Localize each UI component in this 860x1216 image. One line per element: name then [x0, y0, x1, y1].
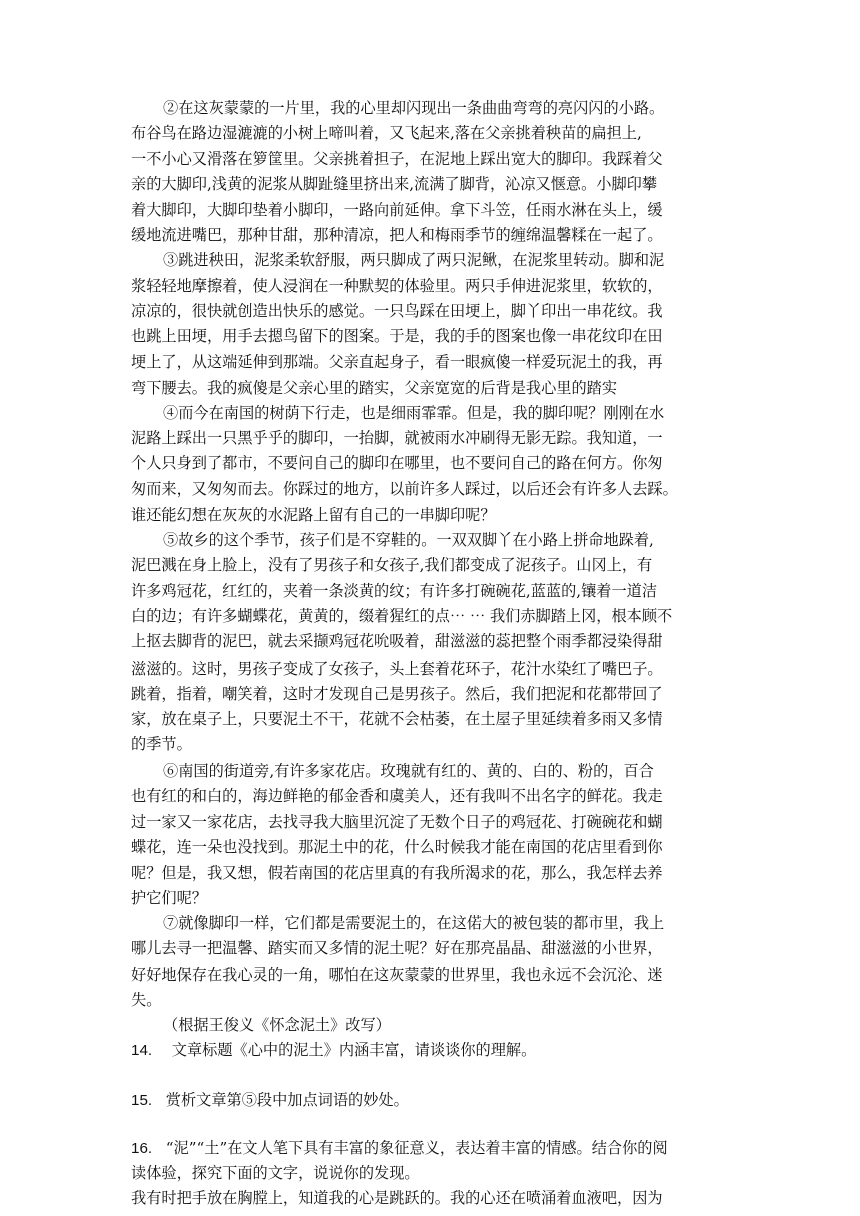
paragraph-6-line: 过一家又一家花店，去找寻我大脑里沉淀了无数个日子的鸡冠花、打碗碗花和蝴: [131, 813, 663, 831]
paragraph-5-line: 滋滋的。这时，男孩子变成了女孩子，头上套着花环子，花汁水染红了嘴巴子。: [131, 660, 663, 678]
paragraph-7-line: ⑦就像脚印一样，它们都是需要泥土的，在这偌大的被包装的都市里，我上: [163, 914, 665, 932]
paragraph-3-line: 弯下腰去。我的疯傻是父亲心里的踏实，父亲宽宽的后背是我心里的踏实: [131, 379, 617, 397]
question-16-number: 16.: [131, 1140, 153, 1157]
paragraph-5-line: 许多鸡冠花，红红的，夹着一条淡黄的纹；有许多打碗碗花,蓝蓝的,镶着一道洁: [131, 582, 658, 600]
question-16: [131, 1135, 668, 1162]
paragraph-5-line: 白的边；有许多蝴蝶花，黄黄的，缀着猩红的点⋯ ⋯ 我们赤脚踏上冈，根本顾不: [131, 607, 673, 625]
paragraph-6-line: 护它们呢？: [131, 889, 207, 907]
source-note: （根据王俊义《怀念泥土》改写）: [163, 1016, 391, 1034]
paragraph-5-line: 上抠去脚背的泥巴，就去采撷鸡冠花吮吸着，甜滋滋的蕊把整个雨季都浸染得甜: [131, 632, 663, 650]
paragraph-2-line: 一不小心又滑落在箩筐里。父亲挑着担子，在泥地上踩出宽大的脚印。我踩着父: [131, 150, 663, 168]
paragraph-4-line: ④而今在南国的树荫下行走，也是细雨霏霏。但是，我的脚印呢？刚刚在水: [163, 404, 665, 422]
paragraph-4-line: 泥路上踩出一只黑乎乎的脚印，一抬脚，就被雨水冲刷得无影无踪。我知道，一: [131, 429, 663, 447]
paragraph-7-line: 失。: [131, 991, 162, 1009]
paragraph-7-line: 哪儿去寻一把温馨、踏实而又多情的泥土呢？好在那亮晶晶、甜滋滋的小世界，: [131, 939, 663, 957]
paragraph-2-line: ②在这灰蒙蒙的一片里，我的心里却闪现出一条曲曲弯弯的亮闪闪的小路。: [163, 99, 665, 117]
question-15-text: 赏析文章第⑤段中加点词语的妙处。: [165, 1091, 409, 1109]
paragraph-5-line: 的季节。: [131, 735, 192, 753]
paragraph-3-line: 凉凉的，很快就创造出快乐的感觉。一只鸟踩在田埂上，脚丫印出一串花纹。我: [131, 302, 663, 320]
paragraph-2-line: 亲的大脚印,浅黄的泥浆从脚趾缝里挤出来,流满了脚背，沁凉又惬意。小脚印攀: [131, 175, 658, 193]
question-16-line-2: 读体验，探究下面的文字，说说你的发现。: [131, 1164, 420, 1182]
paragraph-2-line: 着大脚印，大脚印垫着小脚印，一路向前延伸。拿下斗笠，任雨水淋在头上，缓: [131, 201, 663, 219]
paragraph-2-line: 缓地流进嘴巴，那种甘甜，那种清凉，把人和梅雨季节的缠绵温馨糅在一起了。: [131, 226, 663, 244]
paragraph-5-line: 家，放在桌子上，只要泥土不干，花就不会枯萎，在土屋子里延续着多雨又多情: [131, 710, 663, 728]
paragraph-5-line: ⑤故乡的这个季节，孩子们是不穿鞋的。一双双脚丫在小路上拼命地跺着,: [163, 531, 654, 549]
question-15-number: 15.: [131, 1092, 153, 1109]
question-14-number: 14.: [131, 1042, 153, 1059]
question-16-line-1: “泥”“土”在文人笔下具有丰富的象征意义，表达着丰富的情感。结合你的阅: [165, 1139, 668, 1157]
paragraph-5-line: 泥巴溅在身上脸上，没有了男孩子和女孩子,我们都变成了泥孩子。山冈上，有: [131, 556, 653, 574]
question-14-text: 文章标题《心中的泥土》内涵丰富，请谈谈你的理解。: [171, 1041, 537, 1059]
paragraph-3-line: 浆轻轻地摩擦着，使人浸润在一种默契的体验里。两只手伸进泥浆里，软软的，: [131, 277, 663, 295]
paragraph-6-line: 呢？但是，我又想，假若南国的花店里真的有我所渴求的花，那么，我怎样去养: [131, 864, 663, 882]
question-16-quote: 我有时把手放在胸膛上，知道我的心是跳跃的。我的心还在喷涌着血液吧，因为: [131, 1189, 663, 1207]
paragraph-4-line: 谁还能幻想在灰灰的水泥路上留有自己的一串脚印呢？: [131, 506, 496, 524]
paragraph-6-line: 也有红的和白的，海边鲜艳的郁金香和虞美人，还有我叫不出名字的鲜花。我走: [131, 787, 663, 805]
paragraph-2-line: 布谷鸟在路边湿漉漉的小树上啼叫着，又飞起来,落在父亲挑着秧苗的扁担上,: [131, 124, 642, 142]
question-14: [131, 1037, 536, 1064]
paragraph-4-line: 个人只身到了都市，不要问自己的脚印在哪里，也不要问自己的路在何方。你匆: [131, 454, 663, 472]
paragraph-3-line: 也跳上田埂，用手去摁鸟留下的图案。于是，我的手的图案也像一串花纹印在田: [131, 327, 663, 345]
paragraph-7-line: 好好地保存在我心灵的一角，哪怕在这灰蒙蒙的世界里，我也永远不会沉沦、迷: [131, 966, 663, 984]
paragraph-6-line: 蝶花，连一朵也没找到。那泥土中的花，什么时候我才能在南国的花店里看到你: [131, 838, 663, 856]
question-15: [131, 1087, 409, 1114]
paragraph-6-line: ⑥南国的街道旁,有许多家花店。玫瑰就有红的、黄的、白的、粉的，百合: [163, 762, 654, 780]
paragraph-4-line: 匆而来，又匆匆而去。你踩过的地方，以前许多人踩过，以后还会有许多人去踩。: [131, 480, 678, 498]
paragraph-3-line: 埂上了，从这端延伸到那端。父亲直起身子，看一眼疯傻一样爱玩泥土的我，再: [131, 353, 663, 371]
paragraph-5-line: 跳着，指着，嘲笑着，这时才发现自己是男孩子。然后，我们把泥和花都带回了: [131, 685, 663, 703]
paragraph-3-line: ③跳进秧田，泥浆柔软舒服，两只脚成了两只泥鳅，在泥浆里转动。脚和泥: [163, 251, 665, 269]
